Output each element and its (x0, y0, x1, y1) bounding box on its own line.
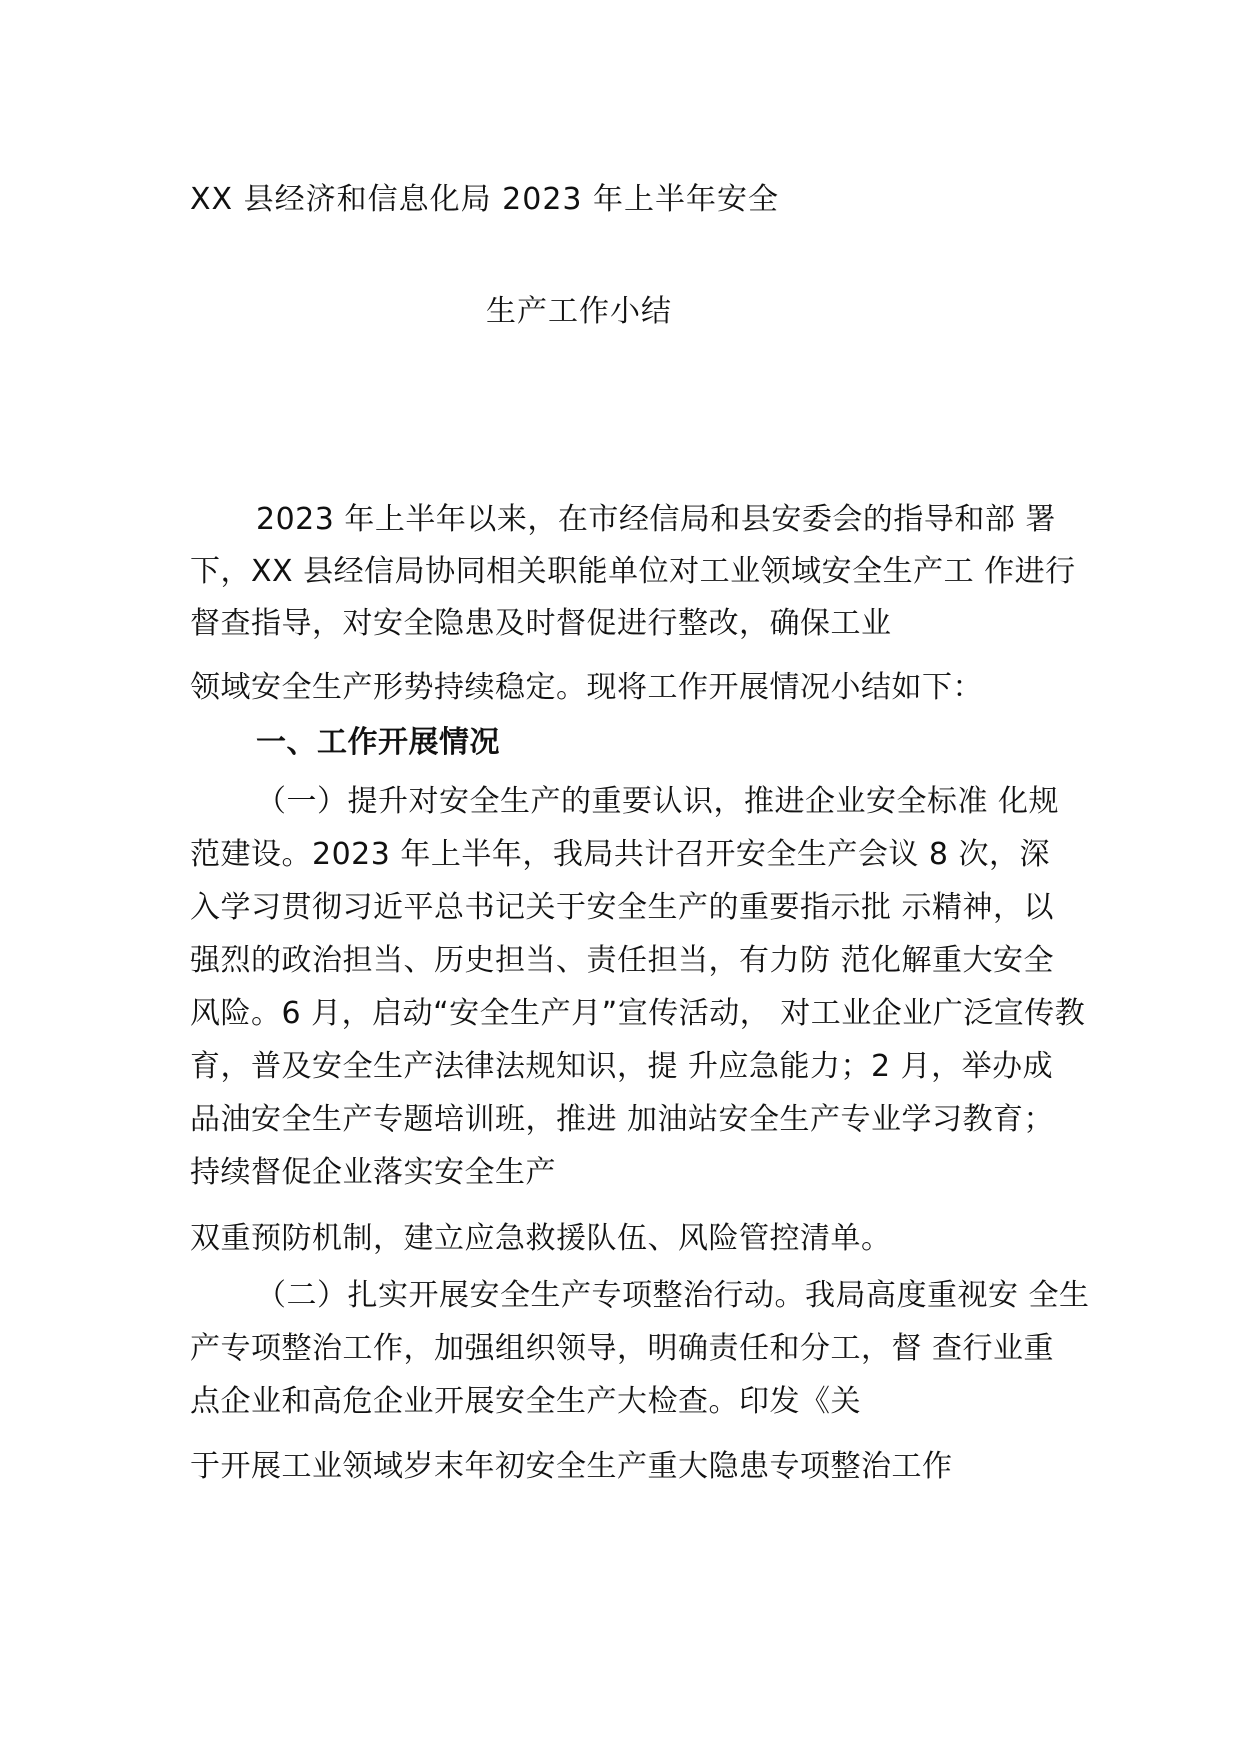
paragraph-line-9: 强烈的政治担当、历史担当、责任担当，有力防 范化解重大安全 (190, 943, 1055, 978)
paragraph-line-8: 入学习贯彻习近平总书记关于安全生产的重要指示批 示精神，以 (190, 890, 1055, 925)
paragraph-line-18: 于开展工业领域岁末年初安全生产重大隐患专项整治工作 (190, 1449, 953, 1484)
paragraph-line-4: 领域安全生产形势持续稳定。现将工作开展情况小结如下： (190, 670, 983, 705)
paragraph-line-7: 范建设。2023 年上半年，我局共计召开安全生产会议 8 次，深 (190, 837, 1051, 872)
paragraph-line-10: 风险。6 月，启动“安全生产月”宣传活动， 对工业企业广泛宣传教 (190, 996, 1086, 1031)
paragraph-line-12: 品油安全生产专题培训班，推进 加油站安全生产专业学习教育； (190, 1102, 1055, 1137)
paragraph-line-3: 督查指导，对安全隐患及时督促进行整改，确保工业 (190, 606, 892, 641)
paragraph-line-11: 育，普及安全生产法律法规知识，提 升应急能力；2 月，举办成 (190, 1049, 1054, 1084)
paragraph-line-2: 下，XX 县经信局协同相关职能单位对工业领域安全生产工 作进行 (190, 554, 1076, 589)
paragraph-line-13: 持续督促企业落实安全生产 (190, 1155, 556, 1190)
section-heading: 一、工作开展情况 (256, 725, 500, 760)
paragraph-line-17: 点企业和高危企业开展安全生产大检查。印发《关 (190, 1384, 861, 1419)
paragraph-line-14: 双重预防机制，建立应急救援队伍、风险管控清单。 (190, 1221, 892, 1256)
paragraph-line-1: 2023 年上半年以来，在市经信局和县安委会的指导和部 署 (256, 502, 1056, 537)
paragraph-line-15: （二）扎实开展安全生产专项整治行动。我局高度重视安 全生 (256, 1278, 1090, 1313)
paragraph-line-16: 产专项整治工作，加强组织领导，明确责任和分工，督 查行业重 (190, 1331, 1055, 1366)
paragraph-line-6: （一）提升对安全生产的重要认识，推进企业安全标准 化规 (256, 784, 1060, 819)
document-title-line-1: XX 县经济和信息化局 2023 年上半年安全 (190, 182, 780, 217)
document-title-line-2: 生产工作小结 (486, 294, 672, 329)
